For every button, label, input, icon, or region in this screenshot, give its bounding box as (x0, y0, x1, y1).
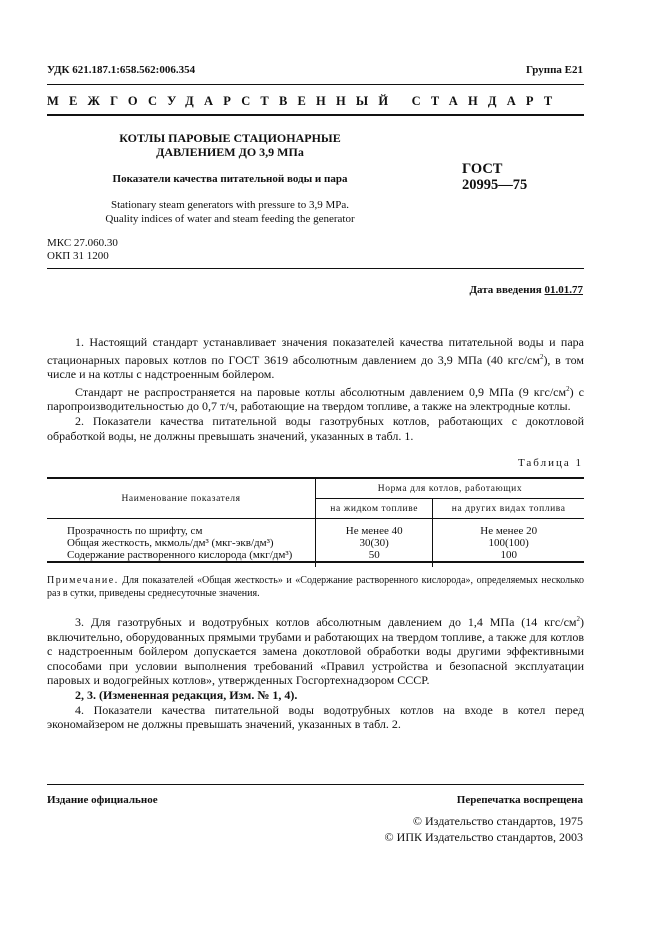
english-title (80, 198, 380, 226)
document-subtitle: Показатели качества питательной воды и пара (112, 173, 348, 185)
row-other: 100(100) (433, 537, 584, 549)
row-liquid: 50 (316, 549, 433, 567)
paragraph-1: 1. Настоящий стандарт устанавливает значения показателей качества питательной воды и пара стационарных паровых котлов по ГОСТ 3619 абсолютным давлением до 3,9 МПа (40 кгс/$см^2$), в том числе и на котлы с надстроенным бойлером. (47, 335, 584, 382)
okp-code: ОКП 31 1200 (47, 250, 109, 262)
title-line-2: ДАВЛЕНИЕМ ДО 3,9 МПа (156, 145, 304, 159)
table-note (47, 574, 584, 600)
row-name: Общая жесткость, мкмоль/дм³ (мкг-экв/дм³) (67, 537, 274, 549)
introduction-date (469, 284, 583, 296)
quality-table (47, 477, 584, 567)
paragraph-6: 4. Показатели качества питательной воды водотрубных котлов на входе в котел перед экономайзером не должны превышать значений, указанных в табл. 2. (47, 702, 584, 732)
table-row (47, 549, 584, 567)
paragraph-2: Стандарт не распространяется на паровые котлы абсолютным давлением 0,9 МПа (9 кгс/$см^2$) с паропроизводительностью до 0,7 т/ч, работающие на твердом топливе, а также на электродные котлы. (47, 384, 584, 414)
note-label: Примечание. (47, 575, 119, 586)
intro-date-value: 01.01.77 (544, 284, 583, 296)
standard-type-heading: МЕЖГОСУДАРСТВЕННЫЙ СТАНДАРТ (47, 94, 563, 108)
classification-codes (47, 237, 118, 263)
codes-rule (47, 268, 584, 269)
table-row (47, 519, 584, 538)
gost-label: ГОСТ (462, 161, 503, 177)
copyright-block (385, 813, 583, 845)
intro-date-label: Дата введения (469, 284, 542, 296)
group-code: Группа Е21 (525, 64, 583, 76)
col-header-norm: Норма для котлов, работающих (316, 478, 585, 499)
col-header-liquid: на жидком топливе (316, 499, 433, 519)
paragraph-5: 2, 3. (Измененная редакция, Изм. № 1, 4). (75, 687, 298, 702)
gost-designation (462, 161, 527, 193)
heading-rule (47, 114, 584, 116)
table-row (47, 537, 584, 549)
edition-label: Издание официальное (47, 794, 158, 806)
table-caption: Таблица 1 (517, 457, 583, 469)
note-text: Для показателей «Общая жесткость» и «Содержание растворенного кислорода», определяемых несколько раз в сутки, приведены среднесуточные значения. (47, 575, 584, 599)
body-section-2 (47, 612, 584, 732)
row-liquid: Не менее 40 (316, 519, 433, 538)
row-liquid: 30(30) (316, 537, 433, 549)
english-title-line-1: Stationary steam generators with pressure to 3,9 MPa. (111, 199, 349, 211)
table-bottom-rule (47, 561, 584, 563)
header-rule (47, 84, 584, 85)
english-title-line-2: Quality indices of water and steam feeding the generator (105, 213, 355, 225)
gost-number: 20995—75 (462, 177, 528, 193)
reprint-notice: Перепечатка воспрещена (456, 794, 583, 806)
footer-rule (47, 784, 584, 785)
title-line-1: КОТЛЫ ПАРОВЫЕ СТАЦИОНАРНЫЕ (119, 131, 341, 145)
row-other: 100 (433, 549, 584, 567)
row-name: Прозрачность по шрифту, см (67, 525, 203, 537)
col-header-name: Наименование показателя (47, 478, 316, 519)
document-title (80, 131, 380, 159)
row-other: Не менее 20 (433, 519, 584, 538)
col-header-other: на других видах топлива (433, 499, 584, 519)
row-name: Содержание растворенного кислорода (мкг/дм³) (67, 549, 293, 561)
udk-code: УДК 621.187.1:658.562:006.354 (47, 64, 196, 76)
mks-code: МКС 27.060.30 (47, 237, 118, 249)
copyright-line-2: © ИПК Издательство стандартов, 2003 (384, 830, 583, 844)
body-section-1 (47, 335, 584, 443)
paragraph-4: 3. Для газотрубных и водотрубных котлов абсолютным давлением до 1,4 МПа (14 кгс/$см^2$) включительно, оборудованных прямыми трубами и работающих на твердом топливе, а также для котлов с надстроенным бойлером допускается замена докотловой обработки воды другими эффективными способами при условии выполнения требований «Правил устройства и безопасной эксплуатации паровых и водогрейных котлов», утвержденных Госгортехнадзором СССР. (47, 615, 584, 688)
copyright-line-1: © Издательство стандартов, 1975 (412, 814, 583, 828)
paragraph-3: 2. Показатели качества питательной воды газотрубных котлов, работающих с докотловой обработкой воды, не должны превышать значений, указанных в табл. 1. (47, 413, 584, 443)
